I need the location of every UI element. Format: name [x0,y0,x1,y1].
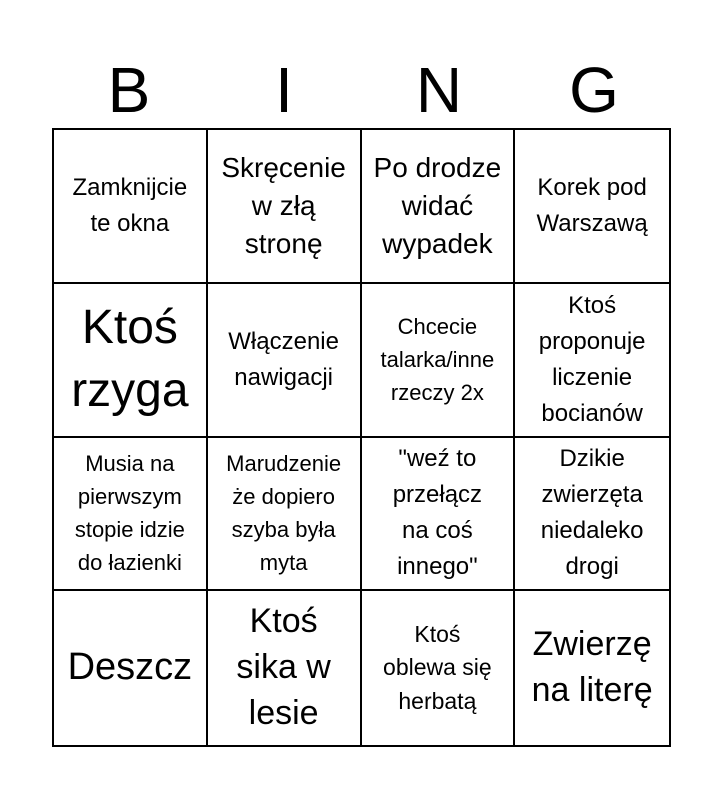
header-letter-n: N [415,54,463,126]
bingo-cell[interactable] [362,591,516,745]
cell-text: Ktoś sika w lesie [236,602,331,733]
cell-text: Dzikie zwierzęta niedaleko drogi [540,445,644,581]
cell-text: Skręcenie w złą stronę [221,152,346,259]
bingo-header [52,50,671,130]
bingo-cell[interactable] [362,284,516,438]
cell-text: Włączenie nawigacji [228,327,339,391]
bingo-cell[interactable] [208,438,362,592]
bingo-cell[interactable] [54,130,208,284]
cell-text: Ktoś rzyga [71,301,189,417]
cell-text: Ktoś proponuje liczenie bocianów [538,291,646,427]
bingo-cell[interactable] [515,130,669,284]
cell-text: Korek pod Warszawą [536,173,648,237]
bingo-cell[interactable] [362,130,516,284]
cell-text: Ktoś oblewa się herbatą [383,621,492,714]
bingo-cell[interactable] [54,284,208,438]
bingo-board [52,128,671,747]
header-letter-i: I [275,54,293,126]
cell-text: Zwierzę na literę [531,625,653,710]
bingo-cell[interactable] [54,438,208,592]
cell-text: "weź to przełącz na coś innego" [392,445,483,581]
bingo-cell[interactable] [208,130,362,284]
bingo-cell[interactable] [515,284,669,438]
cell-text: Marudzenie że dopiero szyba była myta [226,451,342,576]
cell-text: Zamknijcie te okna [72,173,188,237]
bingo-cell[interactable] [208,284,362,438]
cell-text: Chcecie talarka/inne rzeczy 2x [380,314,495,406]
cell-text: Po drodze widać wypadek [373,152,502,259]
cell-text: Deszcz [67,646,193,689]
bingo-cell[interactable] [208,591,362,745]
bingo-cell[interactable] [515,438,669,592]
bingo-cell[interactable] [362,438,516,592]
bingo-cell[interactable] [515,591,669,745]
bingo-cell[interactable] [54,591,208,745]
header-letter-b: B [107,54,151,126]
header-letter-g: G [569,54,619,126]
cell-text: Musia na pierwszym stopie idzie do łazienki [74,451,185,576]
